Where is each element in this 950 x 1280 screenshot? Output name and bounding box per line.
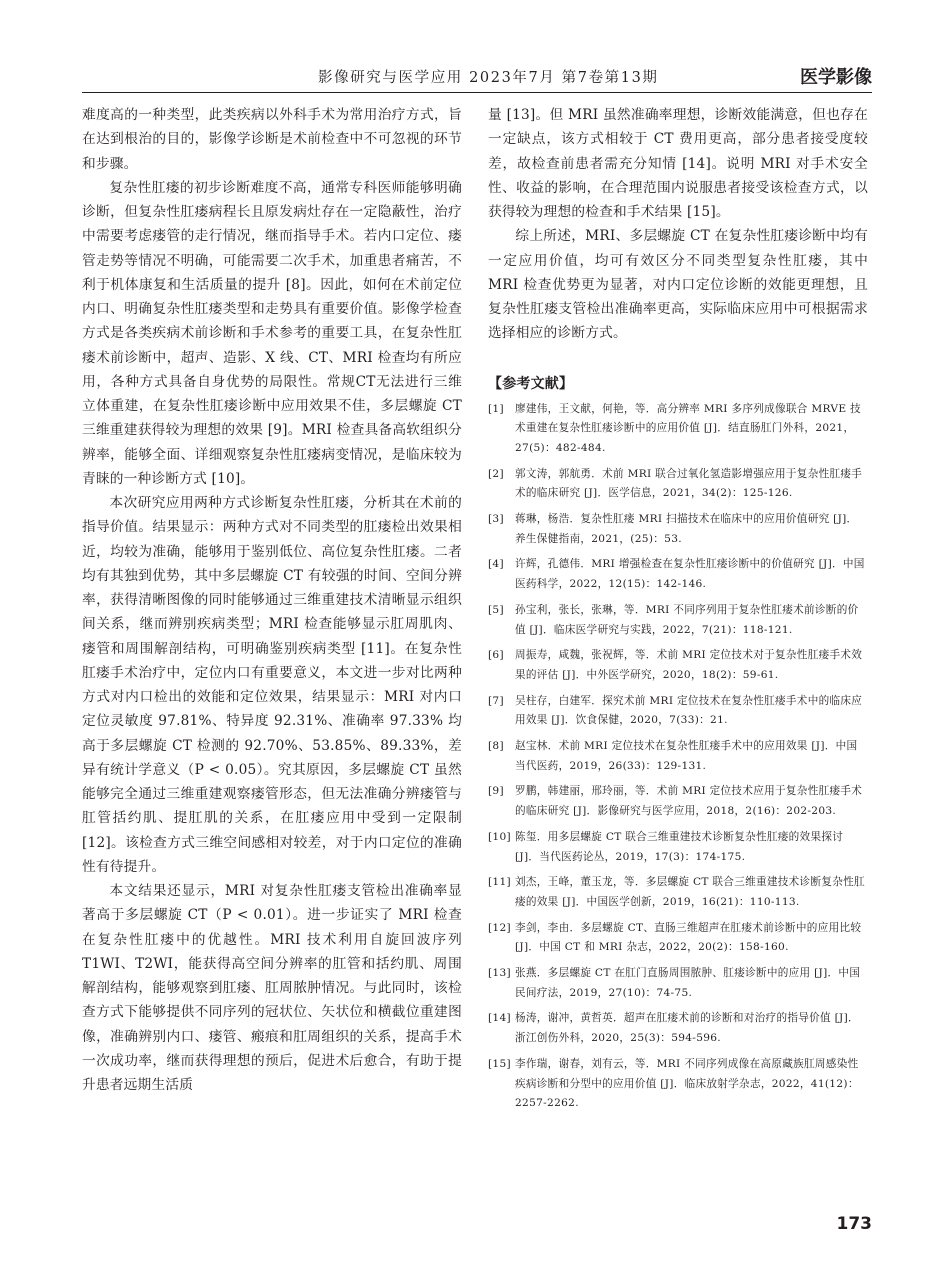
reference-number: [7] — [488, 694, 504, 707]
reference-text: 许辉，孔德伟．MRI 增强检查在复杂性肛瘘诊断中的价值研究 [J]．中国医药科学，2022，12(15)：142-146. — [515, 558, 865, 591]
reference-text: 周振寿，咸魏，张祝辉，等．术前 MRI 定位技术对于复杂性肛瘘手术效果的评估 [J]．中外医学研究，2020，18(2)：59-61. — [515, 649, 863, 681]
reference-number: [6] — [488, 649, 504, 662]
reference-number: [12] — [488, 921, 511, 934]
left-column — [82, 103, 462, 1097]
reference-text: 廖建伟，王文献，何艳，等．高分辨率 MRI 多序列成像联合 MRVE 技术重建在复杂性肛瘘诊断中的应用价值 [J]．结直肠肛门外科，2021，27(5)：482-484. — [515, 402, 861, 454]
reference-item — [488, 646, 868, 685]
reference-item — [488, 919, 868, 958]
reference-text: 郭文涛，郭航勇．术前 MRI 联合过氧化氢造影增强应用于复杂性肛瘘手术的临床研究 [J]．医学信息，2021，34(2)：125-126. — [515, 467, 863, 500]
reference-number: [13] — [488, 967, 511, 980]
reference-item — [488, 1055, 868, 1114]
reference-number: [15] — [488, 1057, 511, 1070]
reference-text: 孙宝利，张长，张琳，等．MRI 不同序列用于复杂性肛瘘术前诊断的价值 [J]．临床医学研究与实践，2022，7(21)：118-121. — [515, 603, 859, 636]
reference-number: [2] — [488, 467, 504, 480]
reference-list — [488, 400, 868, 1115]
right-column — [488, 103, 868, 1120]
reference-text: 张燕．多层螺旋 CT 在肛门直肠周围脓肿、肛瘘诊断中的应用 [J]．中国民间疗法，2019，27(10)：74-75. — [515, 967, 861, 999]
reference-text: 赵宝林．术前 MRI 定位技术在复杂性肛瘘手术中的应用效果 [J]．中国当代医药，2019，26(33)：129-131. — [515, 740, 858, 772]
reference-number: [10] — [488, 830, 511, 843]
reference-text: 陈玺．用多层螺旋 CT 联合三维重建技术诊断复杂性肛瘘的效果探讨 [J]．当代医药论丛，2019，17(3)：174-175. — [515, 830, 844, 863]
reference-text: 吴柱存，白建军．探究术前 MRI 定位技术在复杂性肛瘘手术中的临床应用效果 [J]．饮食保健，2020，7(33)：21. — [515, 694, 863, 727]
running-header — [82, 62, 872, 94]
reference-item — [488, 601, 868, 640]
reference-number: [11] — [488, 876, 511, 889]
reference-item — [488, 400, 868, 459]
reference-number: [1] — [488, 402, 504, 415]
reference-item — [488, 828, 868, 867]
body-paragraph: 复杂性肛瘘的初步诊断难度不高，通常专科医师能够明确诊断，但复杂性肛瘘病程长且原发病灶存在一定隐蔽性，治疗中需要考虑瘘管的走行情况，继而指导手术。若内口定位、瘘管走势等情况不明确，可能需要二次手术，加重患者痛苦，不利于机体康复和生活质量的提升 [8]。因此，如何在术前定位内口、明确复杂性肛瘘类型和走势具有重要价值。影像学检查方式是各类疾病术前诊断和手术参考的重要工具，在复杂性肛瘘术前诊断中，超声、造影、X 线、CT、MRI 检查均有所应用，各种方式具备自身优势的局限性。常规CT无法进行三维立体重建，在复杂性肛瘘诊断中应用效果不佳，多层螺旋 CT 三维重建获得较为理想的效果 [9]。MRI 检查具备高软组织分辨率，能够全面、详细观察复杂性肛瘘病变情况，是临床较为青睐的一种诊断方式 [10]。 — [82, 179, 462, 487]
reference-item — [488, 737, 868, 776]
body-paragraph: 本文结果还显示，MRI 对复杂性肛瘘支管检出准确率显著高于多层螺旋 CT（P < 0.01）。进一步证实了 MRI 检查在复杂性肛瘘中的优越性。MRI 技术利用自旋回波序列 T1WI、T2WI，能获得高空间分辨率的肛管和括约肌、周围解剖结构，能够观察到肛瘘、肛周脓肿情况。与此同时，该检查方式下能够提供不同序列的冠状位、矢状位和横截位重建图像，准确辨别内口、瘘管、瘢痕和肛周组织的关系，提高手术一次成功率，继而获得理想的预后，促进术后愈合，有助于提升患者远期生活质 — [82, 883, 462, 1093]
reference-number: [5] — [488, 603, 504, 616]
reference-number: [8] — [488, 740, 504, 753]
reference-text: 蒋琳，杨浩．复杂性肛瘘 MRI 扫描技术在临床中的应用价值研究 [J]．养生保健指南，2021，(25)：53. — [515, 513, 858, 545]
reference-text: 李作瑞，谢春，刘有云，等．MRI 不同序列成像在高原藏族肛周感染性疾病诊断和分型中的应用价值 [J]．临床放射学杂志，2022，41(12)：2257-2262. — [515, 1057, 859, 1110]
page-number: 173 — [836, 1214, 872, 1234]
reference-item — [488, 692, 868, 731]
body-paragraph: 综上所述，MRI、多层螺旋 CT 在复杂性肛瘘诊断中均有一定应用价值，均可有效区分不同类型复杂性肛瘘，其中 MRI 检查优势更为显著，对内口定位诊断的效能更理想，且复杂性肛瘘支管检出准确率更高，实际临床应用中可根据需求选择相应的诊断方式。 — [488, 228, 868, 342]
reference-number: [4] — [488, 558, 504, 571]
reference-item — [488, 510, 868, 549]
body-paragraph: 量 [13]。但 MRI 虽然准确率理想，诊断效能满意，但也存在一定缺点，该方式相较于 CT 费用更高，部分患者接受度较差，故检查前患者需充分知情 [14]。说明 MRI 对手术安全性、收益的影响，在合理范围内说服患者接受该检查方式，以获得较为理想的检查和手术结果 [15]。 — [488, 107, 868, 220]
reference-text: 刘杰，王峰，董玉龙，等．多层螺旋 CT 联合三维重建技术诊断复杂性肛瘘的效果 [J]．中国医学创新，2019，16(21)：110-113. — [515, 876, 865, 908]
body-paragraph: 难度高的一种类型，此类疾病以外科手术为常用治疗方式，旨在达到根治的目的，影像学诊断是术前检查中不可忽视的环节和步骤。 — [82, 107, 462, 172]
reference-item — [488, 782, 868, 821]
header-divider — [82, 92, 872, 93]
section-title: 医学影像 — [800, 67, 872, 88]
reference-number: [14] — [488, 1012, 511, 1025]
reference-text: 李剑，李由．多层螺旋 CT、直肠三维超声在肛瘘术前诊断中的应用比较 [J]．中国 CT 和 MRI 杂志，2022，20(2)：158-160. — [515, 921, 862, 954]
reference-text: 罗鹏，韩建丽，邢玲丽，等．术前 MRI 定位技术应用于复杂性肛瘘手术的临床研究 [J]．影像研究与医学应用，2018，2(16)：202-203. — [515, 785, 863, 818]
reference-item — [488, 465, 868, 504]
journal-info: 影像研究与医学应用 2023年7月 第7卷第13期 — [318, 70, 659, 86]
reference-item — [488, 1009, 868, 1048]
reference-number: [9] — [488, 785, 504, 798]
reference-item — [488, 964, 868, 1003]
references-heading: 【参考文献】 — [488, 375, 574, 392]
body-paragraph: 本次研究应用两种方式诊断复杂性肛瘘，分析其在术前的指导价值。结果显示：两种方式对不同类型的肛瘘检出效果相近，均较为准确，能够用于鉴别低位、高位复杂性肛瘘。二者均有其独到优势，其中多层螺旋 CT 有较强的时间、空间分辨率，获得清晰图像的同时能够通过三维重建技术清晰显示组织间关系，继而辨别疾病类型；MRI 检查能够显示肛周肌肉、瘘管和周围解剖结构，可明确鉴别疾病类型 [11]。在复杂性肛瘘手术治疗中，定位内口有重要意义，本文进一步对比两种方式对内口检出的效能和定位效果，结果显示：MRI 对内口定位灵敏度 97.81%、特异度 92.31%、准确率 97.33% 均高于多层螺旋 CT 检测的 92.70%、53.85%、89.33%，差异有统计学意义（P < 0.05）。究其原因，多层螺旋 CT 虽然能够完全通过三维重建观察瘘管形态，但无法准确分辨瘘管与肛管括约肌、提肛肌的关系，在肛瘘应用中受到一定限制 [12]。该检查方式三维空间感相对较差，对于内口定位的准确性有待提升。 — [82, 495, 462, 875]
reference-item — [488, 873, 868, 912]
reference-text: 杨涛，谢冲，黄哲英．超声在肛瘘术前的诊断和对治疗的指导价值 [J]．浙江创伤外科，2020，25(3)：594-596. — [515, 1012, 859, 1045]
reference-number: [3] — [488, 513, 504, 526]
reference-item — [488, 555, 868, 594]
